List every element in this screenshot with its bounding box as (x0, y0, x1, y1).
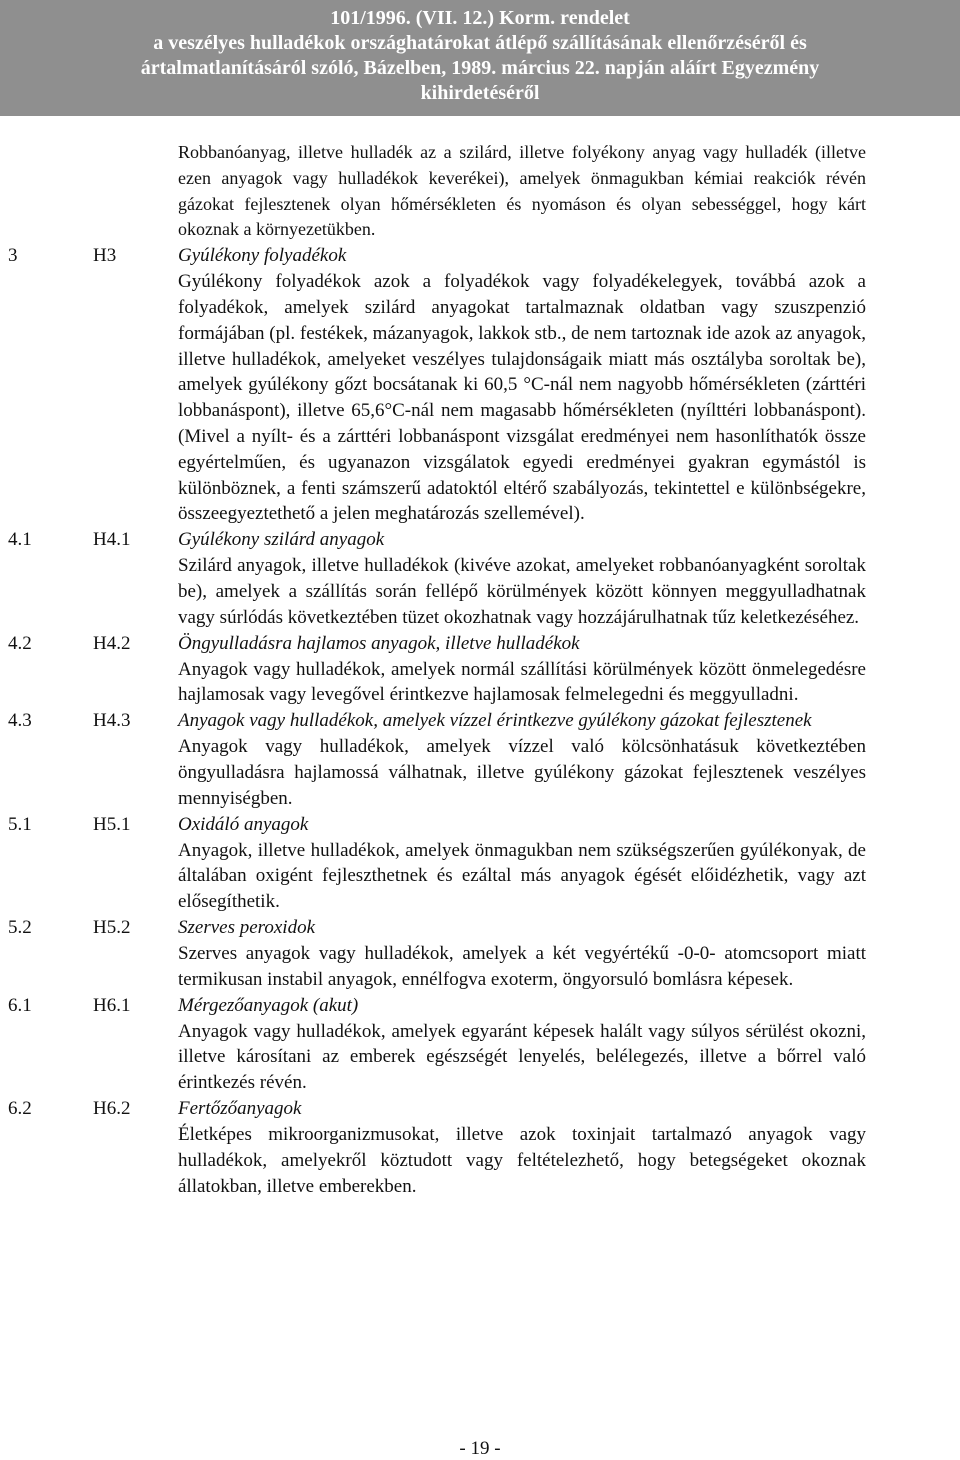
hazard-description: Gyúlékony folyadékok azok a folyadékok vagy folyadékelegyek, továbbá azok a folyadékok, amelyek szilárd anyagokat tartalmaznak oldatban vagy szuszpenzió formájában (pl. festékek, mázanyagok, lakkok stb., de nem tartoznak ide azok az anyagok, illetve hulladékok, amelyeket veszélyes tulajdonságaik miatt más osztályba soroltak be), amelyek gyúlékony gőzt bocsátanak ki 60,5 °C-nál nem nagyobb hőmérsékleten (zárttéri lobbanáspont), illetve 65,6°C-nál nem magasabb hőmérsékleten (nyílttéri lobbanáspont). (Mivel a nyílt- és a zárttéri lobbanáspont vizsgálat eredményei nem hasonlíthatók össze egyértelműen, és ugyanazon vizsgálatok egyedi eredményei gyakran egymástól is különböznek, a fenti számszerű adatoktól eltérő szabályozás, tekintettel e különbségekre, összeegyeztethető a jelen meghatározás szellemével). (178, 271, 866, 525)
hazard-class-number: 5.1 (8, 813, 32, 835)
hazard-code: H4.2 (93, 632, 131, 654)
header-line: ártalmatlanításáról szóló, Bázelben, 1989. március 22. napján aláírt Egyezmény (140, 57, 820, 79)
hazard-code: H6.2 (93, 1097, 131, 1119)
header-line: 101/1996. (VII. 12.) Korm. rendelet (330, 7, 630, 29)
hazard-code: H5.1 (93, 813, 131, 835)
hazard-class-number: 4.3 (8, 710, 32, 732)
hazard-entry (0, 140, 960, 243)
hazard-entry (0, 915, 960, 993)
hazard-title: Fertőzőanyagok (178, 1097, 302, 1119)
hazard-description: Anyagok vagy hulladékok, amelyek vízzel való kölcsönhatásuk következtében öngyulladásra hajlamossá válhatnak, illetve gyúlékony gázokat fejlesztenek veszélyes mennyiségben. (178, 736, 866, 809)
hazard-entry (0, 708, 960, 811)
hazard-title: Gyúlékony szilárd anyagok (178, 529, 385, 551)
hazard-class-number: 5.2 (8, 916, 32, 938)
hazard-code: H5.2 (93, 916, 131, 938)
hazard-description: Szilárd anyagok, illetve hulladékok (kivéve azokat, amelyeket robbanóanyagként soroltak be), amelyek a szállítás során fellépő körülmények között könnyen meggyulladhatnak vagy súrlódás következtében tüzet okozhatnak vagy hozzájárulhatnak tűz keletkezéséhez. (178, 555, 866, 628)
hazard-description: Anyagok, illetve hulladékok, amelyek önmagukban nem szükségszerűen gyúlékonyak, de általában oxigént fejleszthetnek és ezáltal más anyagok égését előidézhetik, vagy azt elősegíthetik. (178, 839, 866, 913)
hazard-description: Anyagok vagy hulladékok, amelyek egyaránt képesek halált vagy súlyos sérülést okozni, illetve károsítani az emberek egészségét lenyelés, belélegezés, illetve a bőrrel való érintkezés révén. (178, 1020, 866, 1094)
hazard-title: Oxidáló anyagok (178, 813, 309, 835)
hazard-title: Öngyulladásra hajlamos anyagok, illetve hulladékok (178, 632, 580, 654)
hazard-code: H4.3 (93, 710, 131, 732)
hazard-title: Anyagok vagy hulladékok, amelyek vízzel érintkezve gyúlékony gázokat fejlesztenek (178, 710, 812, 732)
hazard-title: Mérgezőanyagok (akut) (178, 994, 359, 1016)
hazard-title: Szerves peroxidok (178, 916, 315, 938)
hazard-description: Robbanóanyag, illetve hulladék az a szilárd, illetve folyékony anyag vagy hulladék (illetve ezen anyagok vagy hulladékok keverékei), amelyek önmagukban kémiai reakciók révén gázokat fejlesztenek olyan hőmérsékleten és nyomáson és olyan sebességgel, hogy kárt okoznak a környezetükben. (178, 142, 866, 240)
document-header (0, 0, 960, 116)
hazard-entry (0, 527, 960, 630)
hazard-entry (0, 812, 960, 915)
hazard-class-number: 6.1 (8, 994, 32, 1016)
hazard-title: Gyúlékony folyadékok (178, 245, 347, 267)
hazard-entry (0, 1096, 960, 1199)
header-line: a veszélyes hulladékok országhatárokat átlépő szállításának ellenőrzéséről és (153, 32, 807, 54)
hazard-code: H3 (93, 245, 117, 267)
hazard-description: Anyagok vagy hulladékok, amelyek normál szállítási körülmények között önmelegedésre hajlamosak vagy levegővel érintkezve hajlamosak felmelegedni és meggyulladni. (178, 658, 866, 706)
hazard-class-number: 4.1 (8, 529, 32, 551)
hazard-code: H4.1 (93, 529, 131, 551)
hazard-class-number: 4.2 (8, 632, 32, 654)
hazard-code: H6.1 (93, 994, 131, 1016)
hazard-entry (0, 631, 960, 709)
header-line: kihirdetéséről (420, 82, 540, 104)
hazard-class-number: 6.2 (8, 1097, 32, 1119)
hazard-entry (0, 993, 960, 1096)
hazard-description: Szerves anyagok vagy hulladékok, amelyek a két vegyértékű -0-0- atomcsoport miatt termikusan instabil anyagok, ennélfogva exoterm, öngyorsuló bomlásra képesek. (178, 942, 866, 990)
hazard-class-number: 3 (8, 245, 18, 267)
document-body (0, 140, 960, 1199)
page-number: - 19 - (459, 1438, 501, 1459)
hazard-description: Életképes mikroorganizmusokat, illetve azok toxinjait tartalmazó anyagok vagy hulladékok, amelyekről köztudott vagy feltételezhető, hogy betegségeket okoznak állatokban, illetve emberekben. (178, 1123, 866, 1197)
hazard-entry (0, 243, 960, 527)
